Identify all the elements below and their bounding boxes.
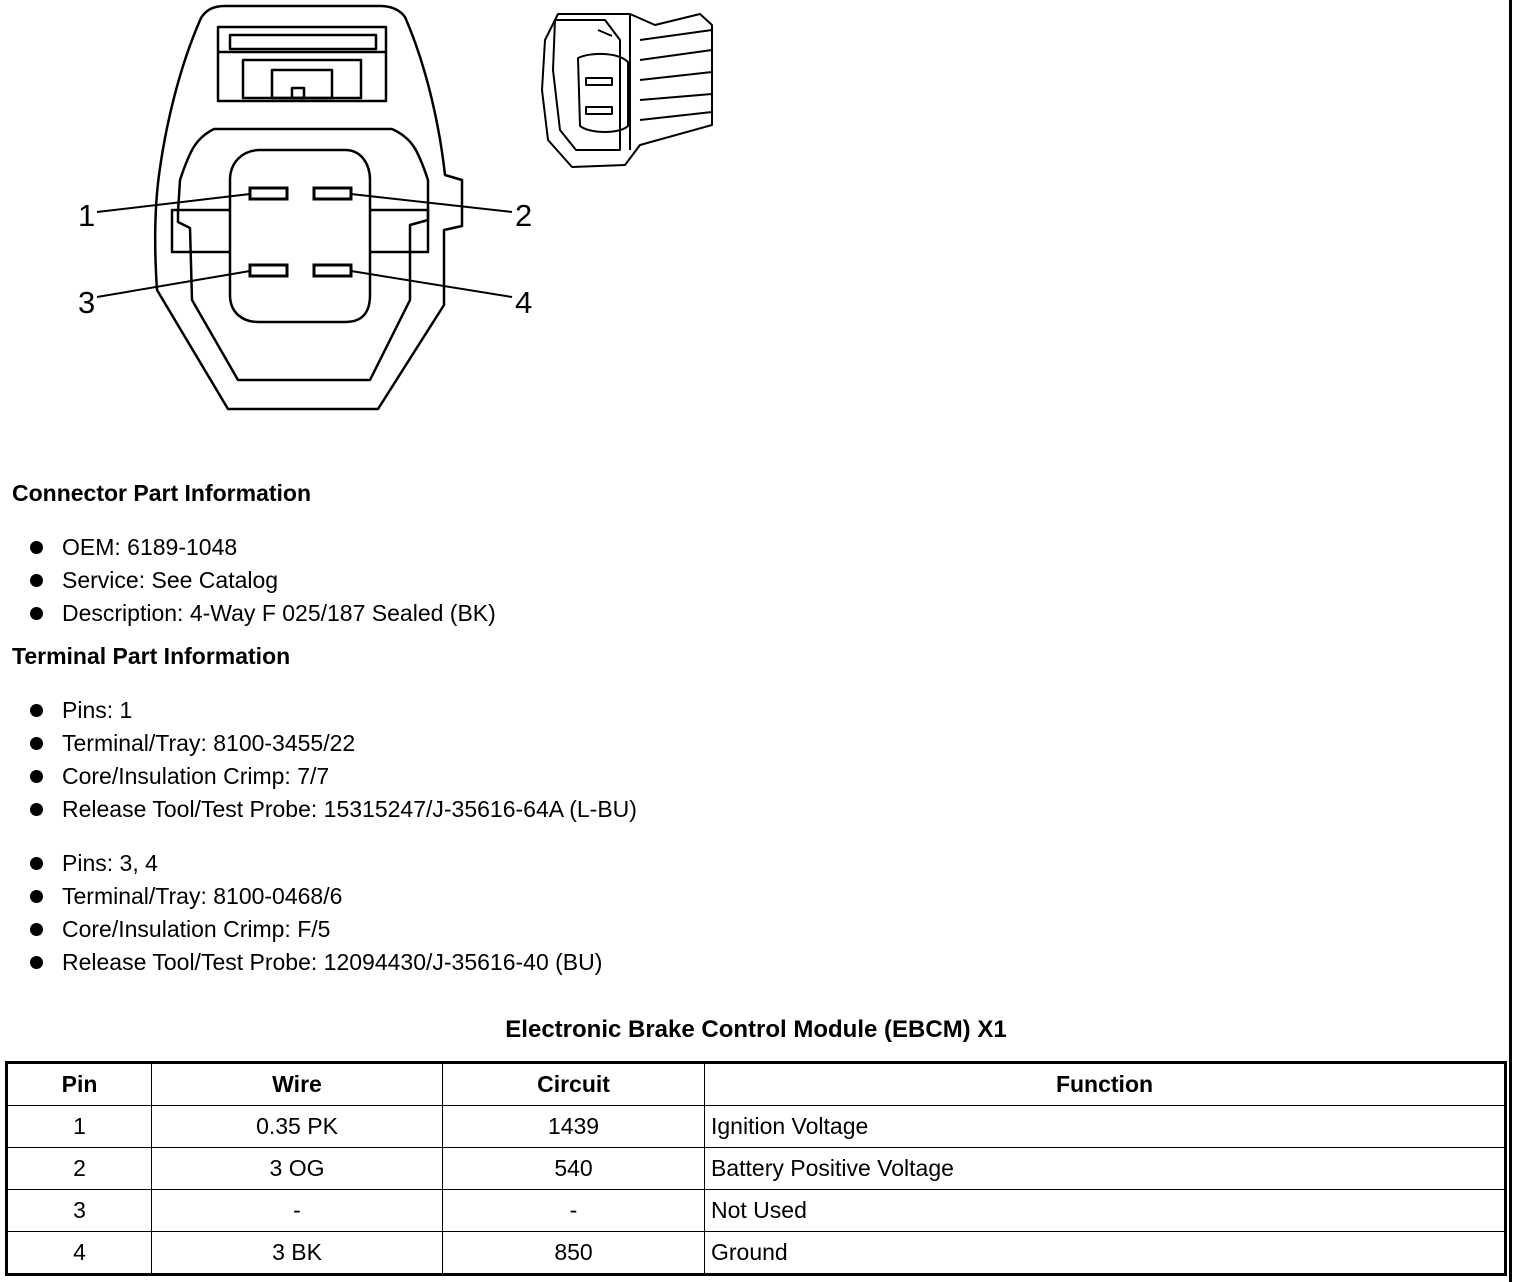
table-row [7,1106,1506,1148]
right-notch [370,210,428,252]
cell-pin: 4 [7,1232,152,1275]
col-header-wire: Wire [152,1063,443,1106]
list-item: Pins: 1 [28,694,637,727]
list-item: Service: See Catalog [28,564,496,597]
pin-table [5,1061,1507,1276]
table-row [7,1232,1506,1275]
connector-diagram [0,0,760,420]
table-header-row [7,1063,1506,1106]
pin-cavity [230,150,370,322]
connector-seal-ring [178,129,428,380]
connector-3d-view [542,14,712,167]
connector-housing-outer [155,6,462,409]
cell-function: Battery Positive Voltage [705,1148,1506,1190]
cell-circuit: 850 [443,1232,705,1275]
table-row [7,1148,1506,1190]
table-row [7,1190,1506,1232]
col-header-circuit: Circuit [443,1063,705,1106]
pin-label-2: 2 [515,198,533,233]
cell-pin: 2 [7,1148,152,1190]
list-item: Release Tool/Test Probe: 12094430/J-35616-40 (BU) [28,946,602,979]
terminal-group-2-list [28,847,602,979]
cell-wire: 3 BK [152,1232,443,1275]
list-item: Core/Insulation Crimp: 7/7 [28,760,637,793]
cell-wire: 0.35 PK [152,1106,443,1148]
cell-function: Not Used [705,1190,1506,1232]
cell-circuit: 1439 [443,1106,705,1148]
pin-label-1: 1 [78,198,96,233]
cell-circuit: 540 [443,1148,705,1190]
pin-label-4: 4 [515,285,533,320]
terminal-3 [250,265,287,276]
cell-wire: 3 OG [152,1148,443,1190]
col-header-function: Function [705,1063,1506,1106]
col-header-pin: Pin [7,1063,152,1106]
list-item: Terminal/Tray: 8100-3455/22 [28,727,637,760]
terminal-part-info-heading: Terminal Part Information [12,643,291,669]
cell-pin: 1 [7,1106,152,1148]
list-item: Core/Insulation Crimp: F/5 [28,913,602,946]
pin-label-3: 3 [78,285,96,320]
list-item: Release Tool/Test Probe: 15315247/J-35616-64A (L-BU) [28,793,637,826]
leader-line-3 [97,271,250,297]
cell-function: Ignition Voltage [705,1106,1506,1148]
leader-line-4 [351,271,512,297]
connector-part-info-heading: Connector Part Information [12,480,312,506]
list-item: Description: 4-Way F 025/187 Sealed (BK) [28,597,496,630]
terminal-2 [314,188,351,199]
page-right-border [1509,0,1512,1282]
terminal-1 [250,188,287,199]
left-notch [172,210,230,252]
cell-circuit: - [443,1190,705,1232]
list-item: Terminal/Tray: 8100-0468/6 [28,880,602,913]
cell-function: Ground [705,1232,1506,1275]
list-item: Pins: 3, 4 [28,847,602,880]
terminal-4 [314,265,351,276]
pin-table-title: Electronic Brake Control Module (EBCM) X1 [505,1016,1007,1043]
list-item: OEM: 6189-1048 [28,531,496,564]
cell-pin: 3 [7,1190,152,1232]
connector-part-info-list [28,531,496,630]
terminal-group-1-list [28,694,637,826]
cell-wire: - [152,1190,443,1232]
